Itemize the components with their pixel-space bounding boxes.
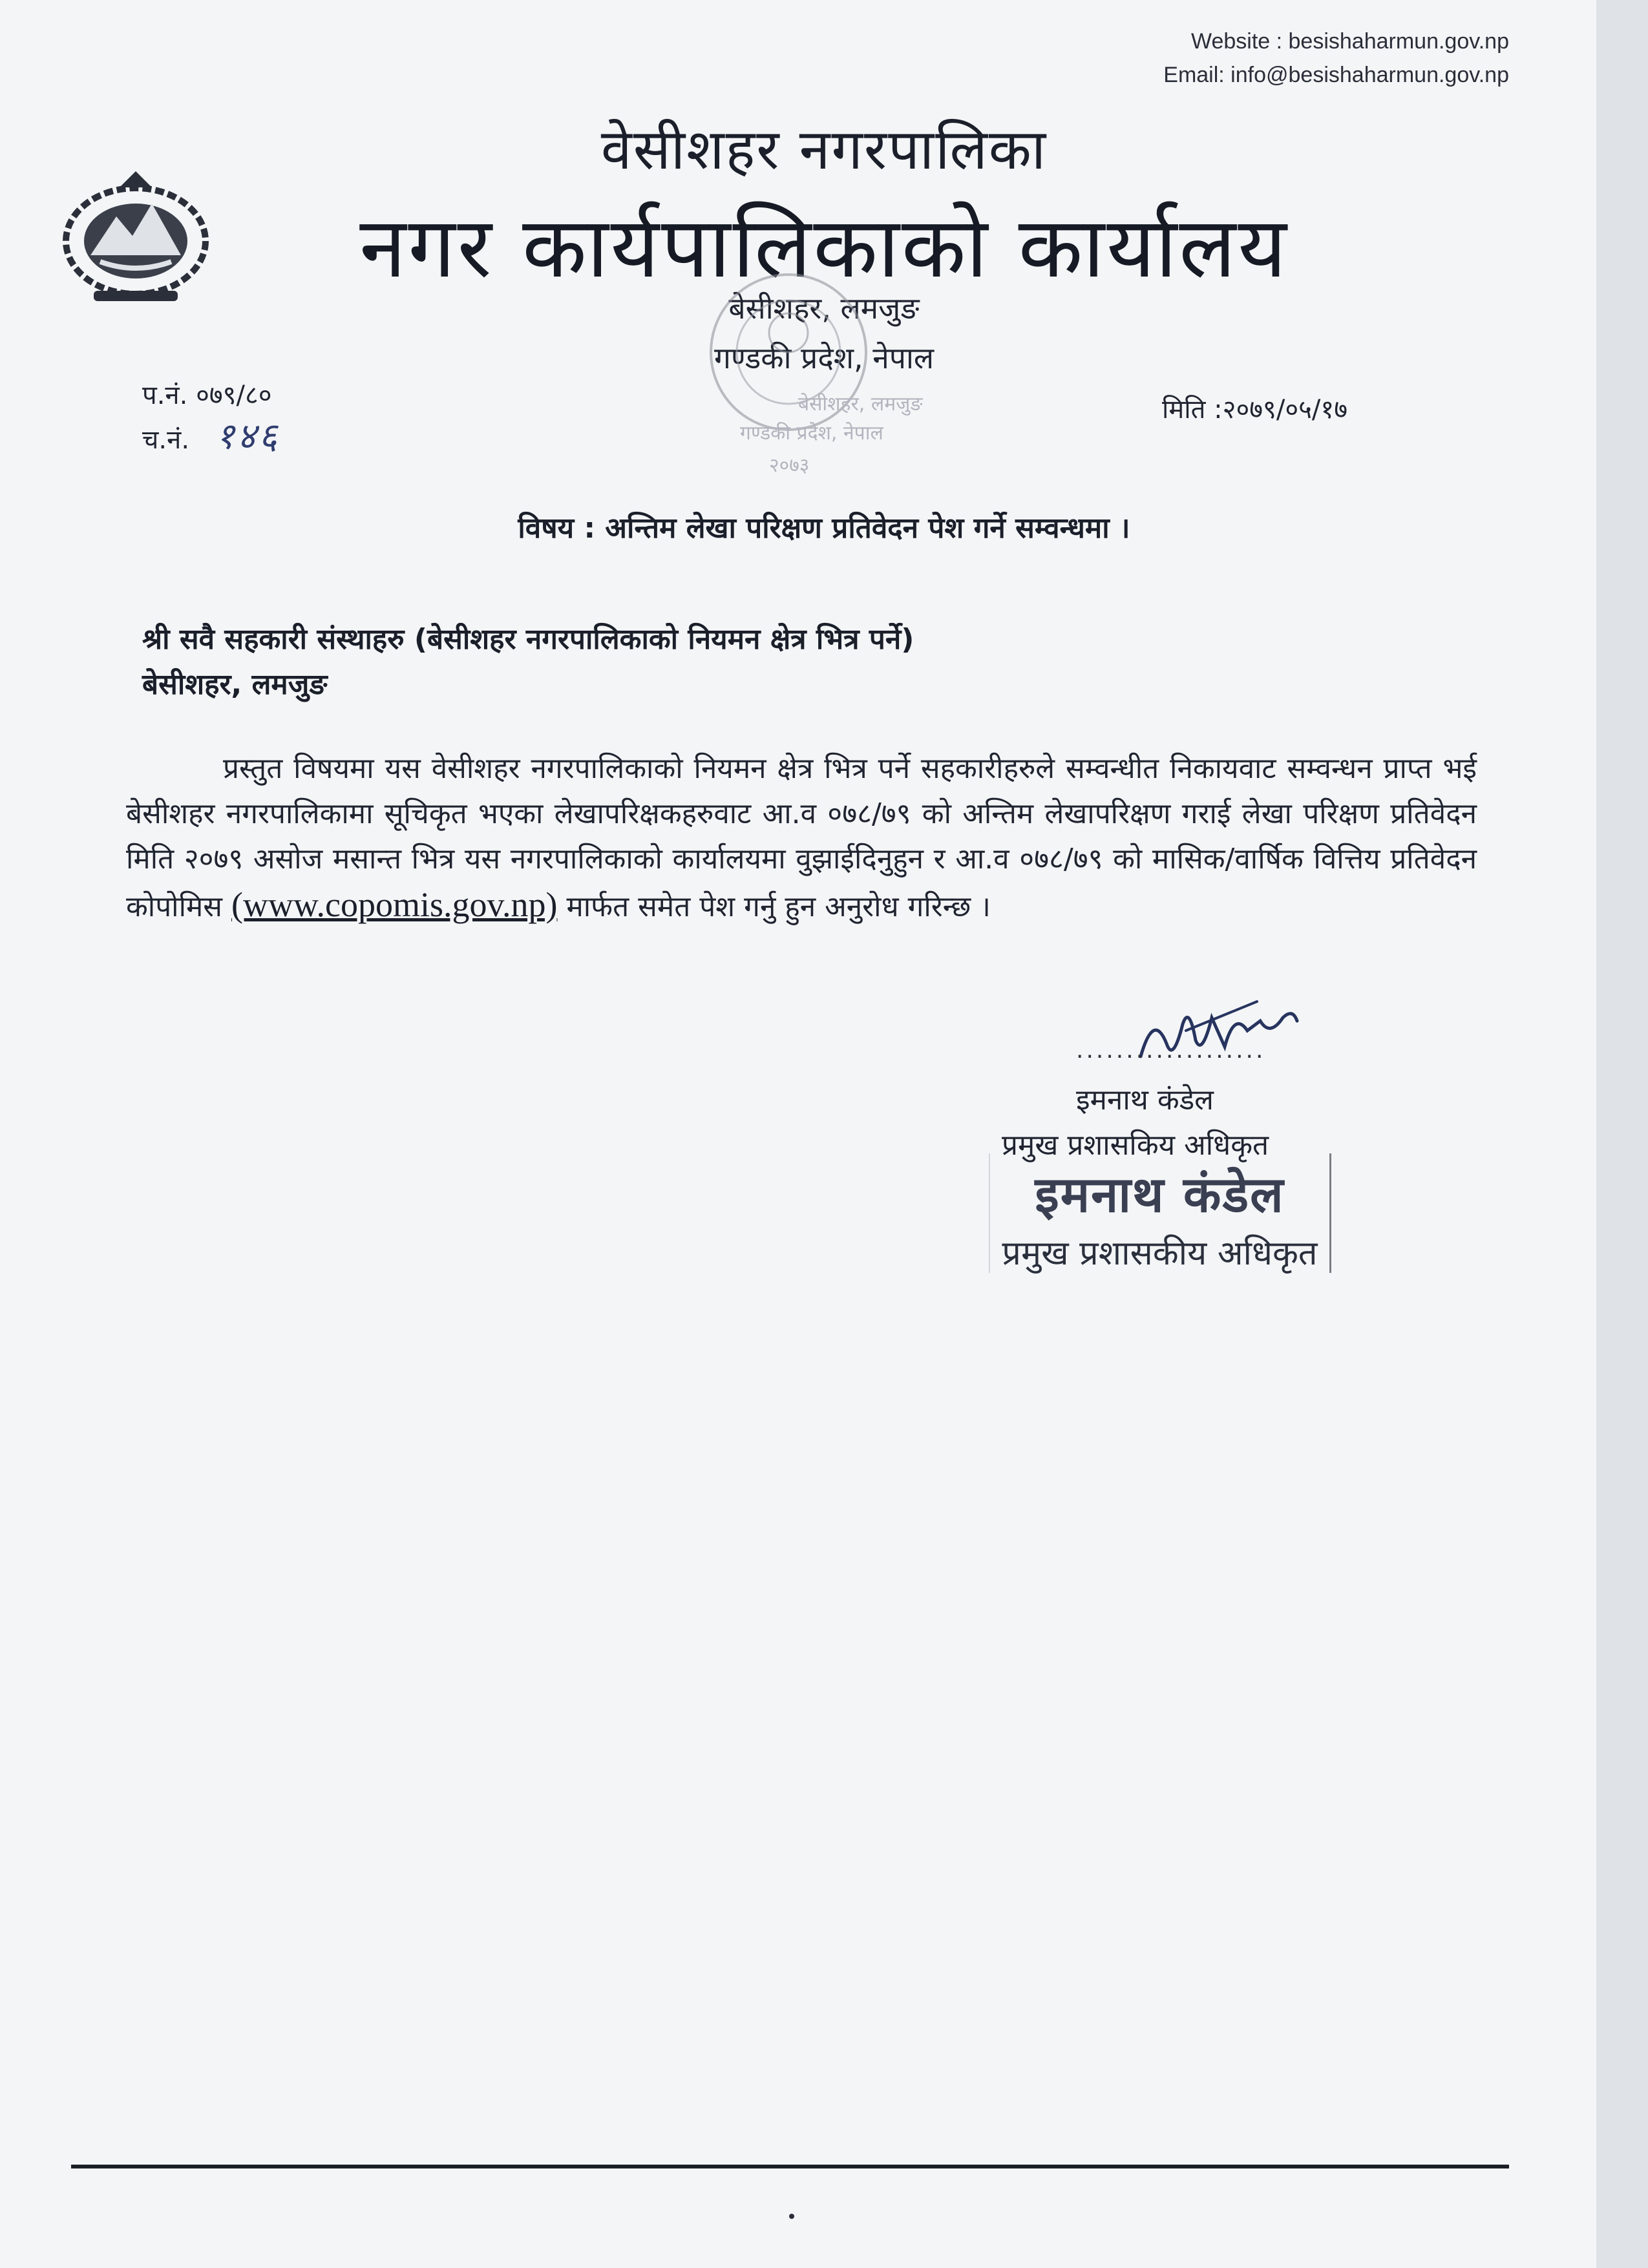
footer-rule [71, 2165, 1509, 2168]
letter-subject: विषय : अन्तिम लेखा परिक्षण प्रतिवेदन पेश गर्ने सम्वन्धमा । [518, 512, 1130, 545]
signatory-name: इमनाथ कंडेल [1076, 1084, 1214, 1117]
addressee-block [142, 617, 914, 708]
letter-body [126, 746, 1477, 930]
signature-line: ................... [1076, 1037, 1266, 1064]
copomis-link[interactable]: (www.copomis.gov.np) [231, 885, 558, 924]
municipality-name: वेसीशहर नगरपालिका [600, 118, 1048, 182]
letter-number [142, 375, 280, 416]
stamp-title: प्रमुख प्रशासकीय अधिकृत [1002, 1234, 1318, 1273]
office-seal-icon [701, 255, 923, 488]
dispatch-number-value: १४६ [215, 415, 280, 457]
official-stamp [989, 1153, 1331, 1273]
seal-text-line1: बेसीशहर, लमजुङ [798, 393, 923, 415]
contact-info [1163, 25, 1509, 92]
addressee-line1: श्री सवै सहकारी संस्थाहरु (बेसीशहर नगरपालिकाको नियमन क्षेत्र भित्र पर्ने) [142, 623, 914, 656]
dispatch-number [142, 416, 280, 461]
letter-date: मिति :२०७९/०५/१७ [1162, 395, 1347, 425]
body-text-end: मार्फत समेत पेश गर्नु हुन अनुरोध गरिन्छ । [566, 890, 991, 923]
website-text: Website : besishaharmun.gov.np [1190, 29, 1509, 54]
office-address-line2: गण्डकी प्रदेश, नेपाल [713, 341, 935, 375]
seal-year: २०७३ [769, 454, 810, 477]
letter-number-label: प.नं. [142, 381, 188, 410]
signatory-title: प्रमुख प्रशासकिय अधिकृत [1002, 1129, 1269, 1162]
reference-block [142, 375, 280, 461]
footer-mark [789, 2214, 794, 2219]
stamp-name: इमनाथ कंडेल [1035, 1166, 1285, 1223]
office-address-line1: बेसीशहर, लमजुङ [728, 291, 920, 326]
seal-text-line2: गण्डकी प्रदेश, नेपाल [740, 422, 883, 445]
office-name: नगर कार्यपालिकाको कार्यालय [359, 198, 1289, 297]
addressee-line2: बेसीशहर, लमजुङ [142, 668, 328, 701]
letter-number-value: ०७९/८० [196, 381, 272, 410]
email-text: Email: info@besishaharmun.gov.np [1163, 63, 1509, 87]
dispatch-number-label: च.नं. [142, 425, 190, 455]
body-text: प्रस्तुत विषयमा यस वेसीशहर नगरपालिकाको नियमन क्षेत्र भित्र पर्ने सहकारीहरुले सम्वन्धीत निकायवाट सम्वन्धन प्राप्त भई बेसीशहर नगरपालिकामा सूचिकृत भएका लेखापरिक्षकहरुवाट आ.व ०७८/७९ को अन्तिम लेखापरिक्षण गराई लेखा परिक्षण प्रतिवेदन मिति २०७९ असोज मसान्त भित्र यस नगरपालिकाको कार्यालयमा वुझाईदिनुहुन र आ.व ०७८/७९ को मासिक/वार्षिक वित्तिय प्रतिवेदन कोपोमिस [126, 752, 1477, 923]
